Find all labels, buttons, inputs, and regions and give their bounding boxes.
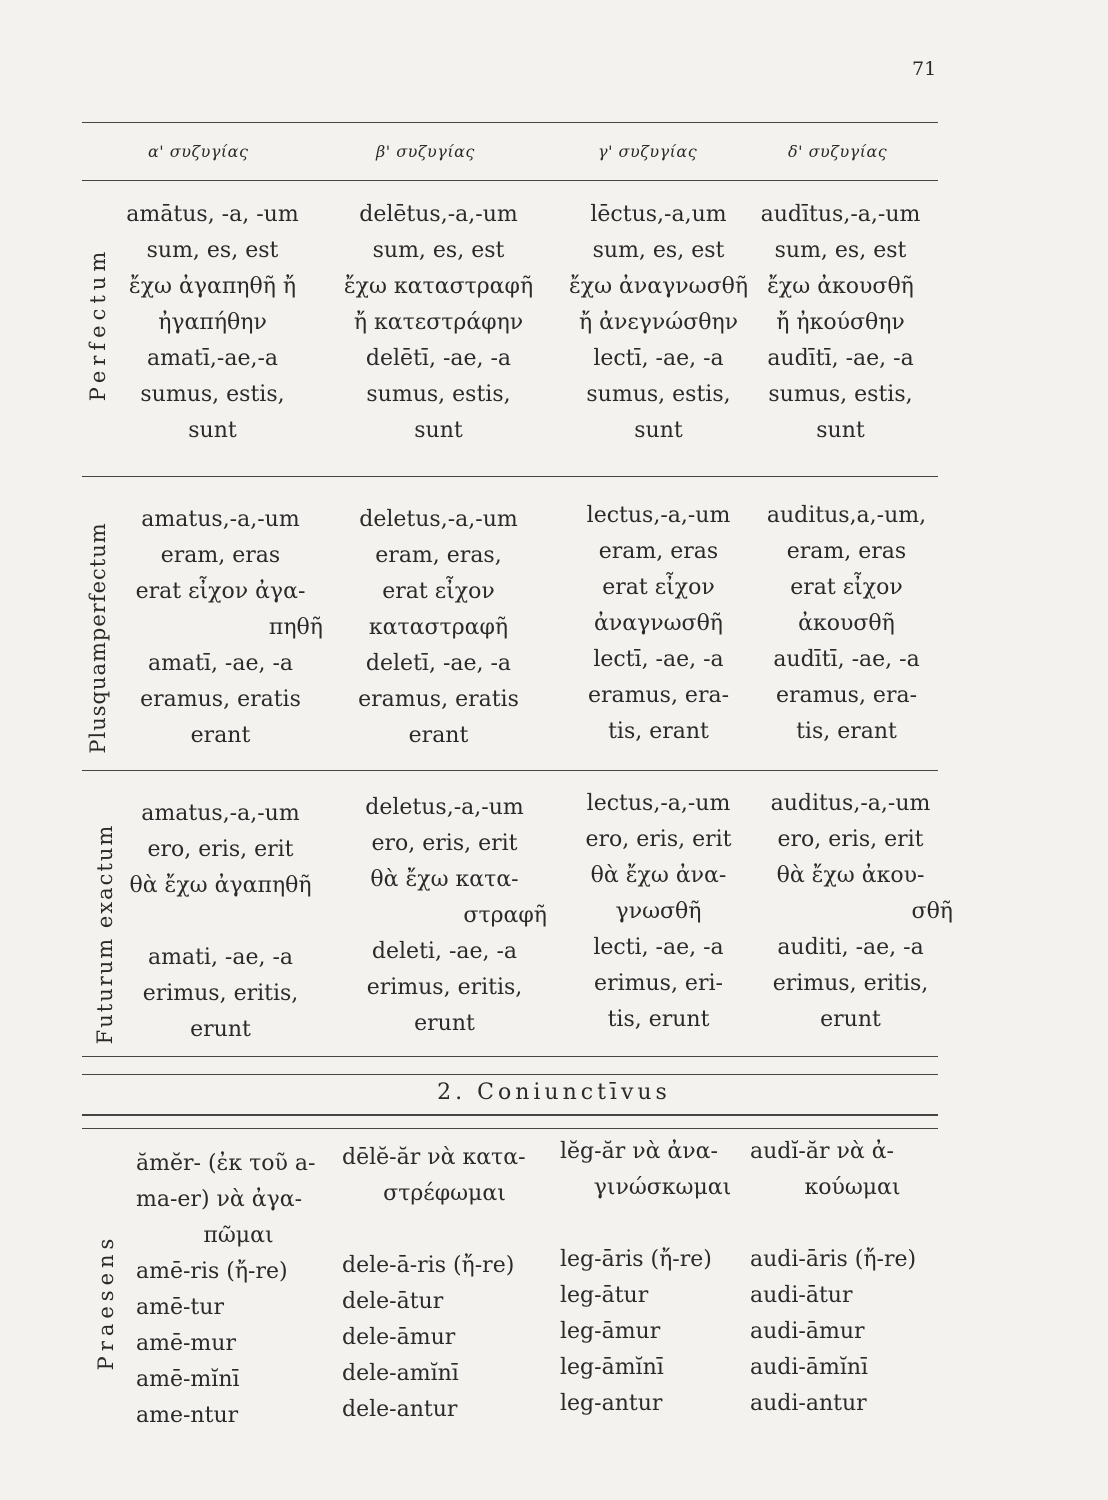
futurum-bottom-rule-2 [82,1074,938,1075]
cell-line: στραφῆ [463,903,547,928]
cell-line: ero, eris, erit [147,837,294,862]
cell-line: leg-ātur [560,1283,649,1308]
praesens-conj-4 [750,1134,955,1422]
cell-line: ἤ ἀνεγνώσθην [578,310,739,335]
cell-line [560,1206,765,1242]
cell-line: audi-āris (ἤ-re) [750,1247,917,1272]
cell-line: eram, eras [160,543,281,568]
cell-line: lĕg-ăr νὰ ἀνα- [560,1139,718,1164]
cell-line: θὰ ἔχω ἀκου- [776,863,925,888]
plusquamperfectum-bottom-rule [82,770,938,771]
cell-line: καταστραφῆ [368,615,509,640]
cell-line: ἤ κατεστράφην [353,310,524,335]
cell-line: sumus, estis, [768,382,913,407]
cell-line: erat εἶχον [790,575,903,600]
futurum-bottom-rule [82,1056,938,1057]
cell-line: tis, erant [796,719,897,744]
cell-line: leg-āmĭnī [560,1355,664,1380]
section-label-futurum-exactum: Futurum exactum [93,823,117,1045]
cell-line: sumus, estis, [366,382,511,407]
cell-line: dēlĕ-ăr νὰ κατα- [342,1145,526,1170]
coniunctivus-rule-2 [82,1128,938,1129]
top-rule [82,122,938,123]
cell-line: lectī, -ae, -a [593,647,724,672]
cell-line: dele-ātur [342,1289,444,1314]
futurum-exactum-conj-2 [342,790,547,1042]
cell-line: πῶμαι [203,1223,274,1248]
cell-line: dele-ā-ris (ἤ-re) [342,1253,515,1278]
cell-line: auditi, -ae, -a [777,935,924,960]
cell-line: amē-ris (ἤ-re) [136,1259,288,1284]
cell-line: sum, es, est [146,238,279,263]
cell-line: erunt [820,1007,881,1032]
cell-line: sum, es, est [372,238,505,263]
header-conjugation-4: δ' συζυγίας [788,142,888,161]
section-label-plusquamperfectum: Plusquamperfectum [86,522,110,754]
section-label-praesens: Praesens [94,1233,118,1371]
cell-line [118,904,323,940]
cell-line: auditus,-a,-um [770,791,931,816]
conjugation-header-row [82,142,938,172]
cell-line: ero, eris, erit [585,827,732,852]
cell-line: leg-āmur [560,1319,661,1344]
cell-line: dele-āmur [342,1325,456,1350]
cell-line: dele-amĭnī [342,1361,459,1386]
cell-line: erimus, eri- [594,971,723,996]
cell-line: erunt [190,1017,251,1042]
page-number: 71 [912,58,937,80]
cell-line: erimus, eritis, [142,981,299,1006]
praesens-conj-1 [136,1146,341,1434]
cell-line: sunt [188,418,237,443]
cell-line: lectī, -ae, -a [593,346,724,371]
cell-line: ero, eris, erit [777,827,924,852]
cell-line: audi-ātur [750,1283,853,1308]
futurum-exactum-conj-3 [556,786,761,1038]
cell-line: κούωμαι [804,1175,901,1200]
cell-line: θὰ ἔχω ἀνα- [590,863,727,888]
cell-line: deletus,-a,-um [365,795,524,820]
cell-line: ma-er) νὰ ἀγα- [136,1187,303,1212]
cell-line: audītus,-a,-um [760,202,921,227]
cell-line: ἔχω ἀναγνωσθῆ [568,274,749,299]
cell-line: tis, erant [608,719,709,744]
cell-line: sumus, estis, [586,382,731,407]
cell-line: leg-āris (ἤ-re) [560,1247,712,1272]
cell-line: θὰ ἔχω κατα- [370,867,519,892]
cell-line: amati, -ae, -a [147,945,294,970]
perfectum-conj-4 [738,197,943,449]
cell-line: sunt [816,418,865,443]
cell-line: deleti, -ae, -a [371,939,518,964]
cell-line: erat εἶχον [602,575,715,600]
cell-line: sunt [634,418,683,443]
section-label-perfectum: Perfectum [86,246,110,402]
cell-line: eram, eras [786,539,907,564]
cell-line: σθῆ [911,899,953,924]
header-conjugation-2: β' συζυγίας [376,142,475,161]
cell-line: deletus,-a,-um [359,507,518,532]
cell-line: audĭ-ăr νὰ ἀ- [750,1139,894,1164]
cell-line: audītī, -ae, -a [773,647,920,672]
cell-line: eram, eras [598,539,719,564]
cell-line: erat εἶχον ἀγα- [135,579,306,604]
futurum-exactum-conj-1 [118,796,323,1048]
cell-line: dele-antur [342,1397,458,1422]
cell-line: amē-mur [136,1331,236,1356]
cell-line: erimus, eritis, [772,971,929,996]
cell-line: audi-antur [750,1391,867,1416]
cell-line: delētus,-a,-um [359,202,518,227]
cell-line: lecti, -ae, -a [593,935,724,960]
perfectum-conj-3 [556,197,761,449]
plusquamperfectum-conj-4 [744,498,949,750]
plusquamperfectum-conj-2 [336,502,541,754]
cell-line: ămĕr- (ἐκ τοῦ a- [136,1151,316,1176]
cell-line: sum, es, est [774,238,907,263]
cell-line: ἠγαπήθην [158,310,267,335]
cell-line: ἀναγνωσθῆ [594,611,723,636]
cell-line: lectus,-a,-um [586,503,731,528]
cell-line: deletī, -ae, -a [365,651,512,676]
cell-line: amatus,-a,-um [141,507,300,532]
cell-line: sumus, estis, [140,382,285,407]
plusquamperfectum-conj-3 [556,498,761,750]
praesens-conj-2 [342,1140,547,1428]
coniunctivus-rule [82,1114,938,1116]
cell-line: ἤ ἠκούσθην [776,310,905,335]
cell-line: ἀκουσθῆ [798,611,895,636]
cell-line: θὰ ἔχω ἀγαπηθῆ [129,873,312,898]
cell-line: auditus,a,-um, [766,503,927,528]
cell-line: lēctus,-a,um [590,202,727,227]
cell-line: ἔχω ἀγαπηθῆ ἤ [128,274,297,299]
cell-line: sunt [414,418,463,443]
futurum-exactum-conj-4 [748,786,953,1038]
plusquamperfectum-conj-1 [118,502,323,754]
cell-line: γνωσθῆ [615,899,702,924]
cell-line: eramus, era- [587,683,730,708]
cell-line: ἔχω ἀκουσθῆ [767,274,914,299]
cell-line: erunt [414,1011,475,1036]
cell-line [342,1212,547,1248]
cell-line: γινώσκωμαι [593,1175,732,1200]
cell-line: amē-tur [136,1295,224,1320]
cell-line: erant [408,723,469,748]
cell-line: eram, eras, [375,543,502,568]
cell-line: ame-ntur [136,1403,239,1428]
cell-line: erimus, eritis, [366,975,523,1000]
perfectum-conj-1 [110,197,315,449]
cell-line: στρέφωμαι [383,1181,506,1206]
header-conjugation-3: γ' συζυγίας [598,142,698,161]
cell-line: πηθῆ [268,615,323,640]
cell-line: audītī, -ae, -a [767,346,914,371]
cell-line: amatī, -ae, -a [147,651,294,676]
perfectum-bottom-rule [82,476,938,477]
cell-line: eramus, era- [775,683,918,708]
cell-line: sum, es, est [592,238,725,263]
cell-line: amatus,-a,-um [141,801,300,826]
cell-line: amatī,-ae,-a [146,346,279,371]
perfectum-conj-2 [336,197,541,449]
cell-line: delētī, -ae, -a [365,346,512,371]
praesens-conj-3 [560,1134,765,1422]
cell-line: eramus, eratis [140,687,301,712]
cell-line: eramus, eratis [358,687,519,712]
cell-line: erat εἶχον [382,579,495,604]
cell-line: ἔχω καταστραφῆ [343,274,534,299]
cell-line: audi-āmur [750,1319,865,1344]
cell-line [750,1206,955,1242]
coniunctivus-title: 2. Coniunctīvus [437,1080,671,1105]
cell-line: audi-āmĭnī [750,1355,869,1380]
cell-line: amē-mĭnī [136,1367,240,1392]
cell-line: amātus, -a, -um [126,202,299,227]
cell-line: ero, eris, erit [371,831,518,856]
cell-line: erant [190,723,251,748]
cell-line: tis, erunt [607,1007,710,1032]
cell-line: lectus,-a,-um [586,791,731,816]
header-conjugation-1: α' συζυγίας [148,142,249,161]
cell-line: leg-antur [560,1391,663,1416]
header-bottom-rule [82,180,938,181]
